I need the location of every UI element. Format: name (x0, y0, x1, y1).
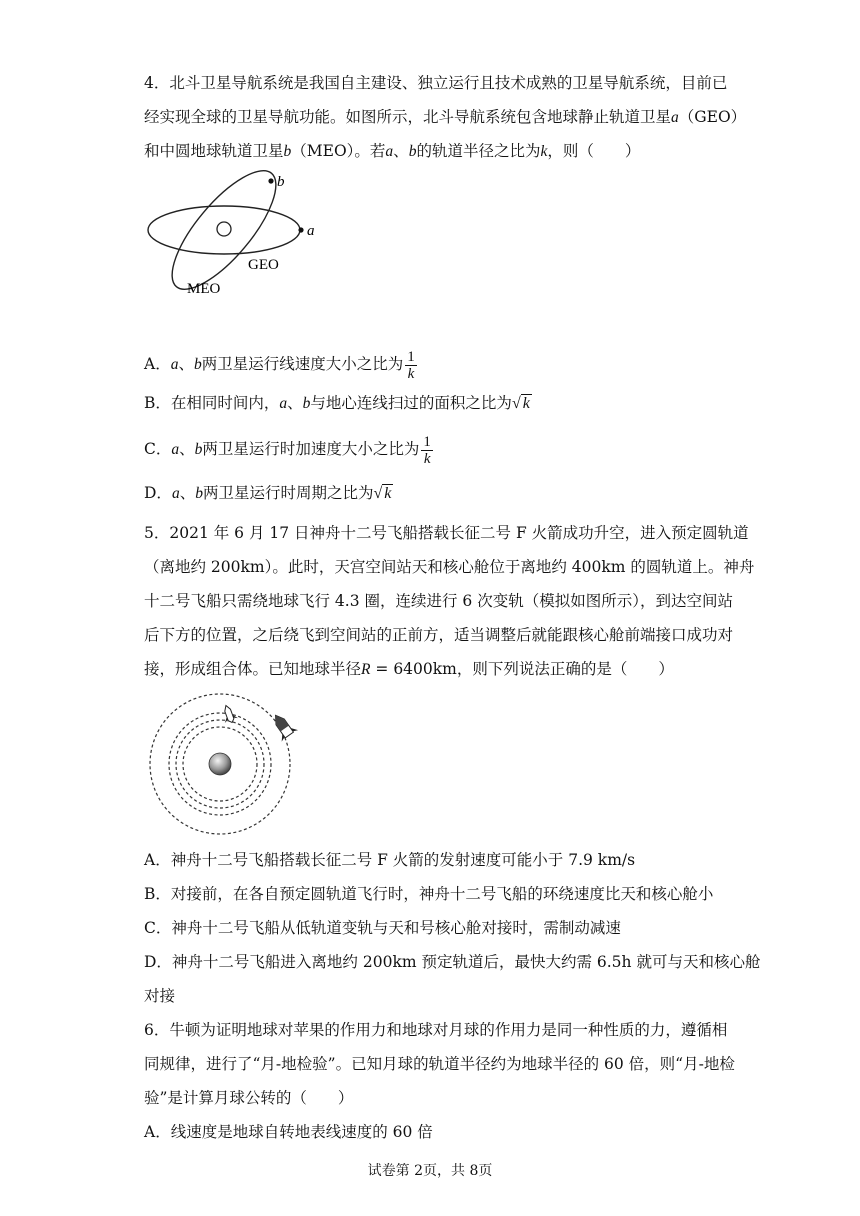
space-station-icon (267, 710, 298, 742)
q4-option-a-sep: 、 (178, 355, 194, 373)
q4-option-a-var-b: b (193, 356, 202, 373)
q6-option-a: A．线速度是地球自转地表线速度的 60 倍 (144, 1123, 433, 1141)
q5-var-r: R (361, 661, 371, 678)
q5-line-5-head: 接，形成组合体。已知地球半径 (144, 660, 362, 678)
q4-option-c-prefix: C． (144, 440, 172, 458)
q4-option-d-prefix: D． (144, 484, 172, 502)
q5-line-5-end: ，则下列说法正确的是（ ） (456, 660, 674, 678)
q4-option-c-fraction: $\frac{1}{k}$ (423, 433, 431, 467)
q4-option-b-sqrt: √ k (511, 395, 530, 412)
q4-line-3-end: ，则（ ） (547, 142, 641, 160)
q6-line-3: 验”是计算月球公转的（ ） (144, 1089, 354, 1107)
q4-option-b-var-b: b (302, 395, 311, 412)
q4-option-b-prefix: B．在相同时间内， (144, 394, 280, 412)
q4-option-d-text: 两卫星运行时周期之比为 (202, 484, 374, 502)
q4-line-3-mid2: 的轨道半径之比为 (416, 142, 541, 160)
q4-line-3-head: 和中圆地球轨道卫星 (144, 142, 284, 160)
q4-line-3-mid: （MEO）。若 (291, 142, 386, 160)
q6-line-2: 同规律，进行了“月-地检验”。已知月球的轨道半径约为地球半径的 60 倍，则“月-地检 (144, 1055, 735, 1073)
q4-var-k: k (540, 143, 548, 160)
q4-option-b-text: 与地心连线扫过的面积之比为 (310, 394, 512, 412)
q5-option-b: B．对接前，在各自预定圆轨道飞行时，神舟十二号飞船的环绕速度比天和核心舱小 (144, 885, 714, 903)
q5-line-3: 十二号飞船只需绕地球飞行 4.3 圈，连续进行 6 次变轨（模拟如图所示），到达空间站 (144, 592, 733, 610)
label-a: a (307, 223, 315, 239)
q6-line-1: 6．牛顿为证明地球对苹果的作用力和地球对月球的作用力是同一种性质的力，遵循相 (144, 1021, 728, 1039)
q4-option-a-text: 两卫星运行线速度大小之比为 (201, 355, 404, 373)
q4-option-c-text: 两卫星运行时加速度大小之比为 (202, 440, 420, 458)
q4-line-2-tail: （GEO） (678, 108, 747, 126)
q4-option-c (144, 433, 433, 467)
q4-option-c-var-b: b (194, 441, 203, 458)
q5-option-a: A．神舟十二号飞船搭载长征二号 F 火箭的发射速度可能小于 7.9 km/s (144, 851, 636, 869)
q4-line-1: 4．北斗卫星导航系统是我国自主建设、独立运行且技术成熟的卫星导航系统，目前已 (144, 74, 728, 92)
label-geo: GEO (248, 257, 279, 273)
q4-option-b-var-a: a (279, 395, 288, 412)
label-b: b (277, 174, 285, 190)
q4-var-b: b (283, 143, 292, 160)
q4-line-3-sep: 、 (393, 142, 409, 160)
q5-line-5-eq: = 6400km (370, 660, 457, 678)
label-meo: MEO (187, 281, 221, 297)
q4-line-3 (144, 141, 640, 162)
q4-option-a-prefix: A． (144, 355, 171, 373)
q4-line-2 (144, 107, 746, 128)
earth-icon-2 (209, 753, 231, 775)
q4-option-a-fraction: $\frac{1}{k}$ (407, 348, 415, 382)
q4-option-c-sep: 、 (179, 440, 195, 458)
orbit-diagram (140, 168, 330, 300)
satellite-b-dot (268, 178, 273, 183)
q4-option-d-var-a: a (171, 485, 180, 502)
q4-option-d (144, 483, 393, 504)
q4-option-b-sep: 、 (287, 394, 303, 412)
q5-option-d-line-2: 对接 (144, 987, 176, 1005)
q5-line-5 (144, 659, 674, 680)
page-footer: 试卷第 2页，共 8页 (367, 1163, 493, 1179)
q4-option-c-var-a: a (171, 441, 180, 458)
q5-option-d-line-1: D．神舟十二号飞船进入离地约 200km 预定轨道后，最快大约需 6.5h 就可与天和核心舱 (144, 953, 761, 971)
docking-diagram (144, 692, 304, 837)
q4-option-a-var-a: a (170, 356, 179, 373)
q4-var-a2: a (385, 143, 394, 160)
q4-var-a: a (671, 109, 679, 126)
q4-var-b2: b (408, 143, 417, 160)
q4-option-d-sep: 、 (179, 484, 196, 502)
q5-line-1: 5．2021 年 6 月 17 日神舟十二号飞船搭载长征二号 F 火箭成功升空，进入预定圆轨道 (144, 524, 749, 542)
q4-option-d-var-b: b (195, 485, 203, 502)
q4-option-b (144, 393, 532, 414)
q5-line-2: （离地约 200km）。此时，天宫空间站天和核心舱位于离地约 400km 的圆轨道上。神舟 (144, 558, 755, 576)
q5-line-4: 后下方的位置，之后绕飞到空间站的正前方，适当调整后就能跟核心舱前端接口成功对 (144, 626, 734, 644)
spacecraft-icon (219, 703, 238, 725)
q4-option-a (144, 348, 417, 382)
q4-option-d-sqrt: √ k (373, 485, 392, 502)
earth-icon (217, 222, 231, 236)
q5-option-c: C．神舟十二号飞船从低轨道变轨与天和号核心舱对接时，需制动减速 (144, 919, 621, 937)
satellite-a-dot (298, 227, 303, 232)
q4-line-2-text: 经实现全球的卫星导航功能。如图所示，北斗导航系统包含地球静止轨道卫星 (144, 108, 672, 126)
